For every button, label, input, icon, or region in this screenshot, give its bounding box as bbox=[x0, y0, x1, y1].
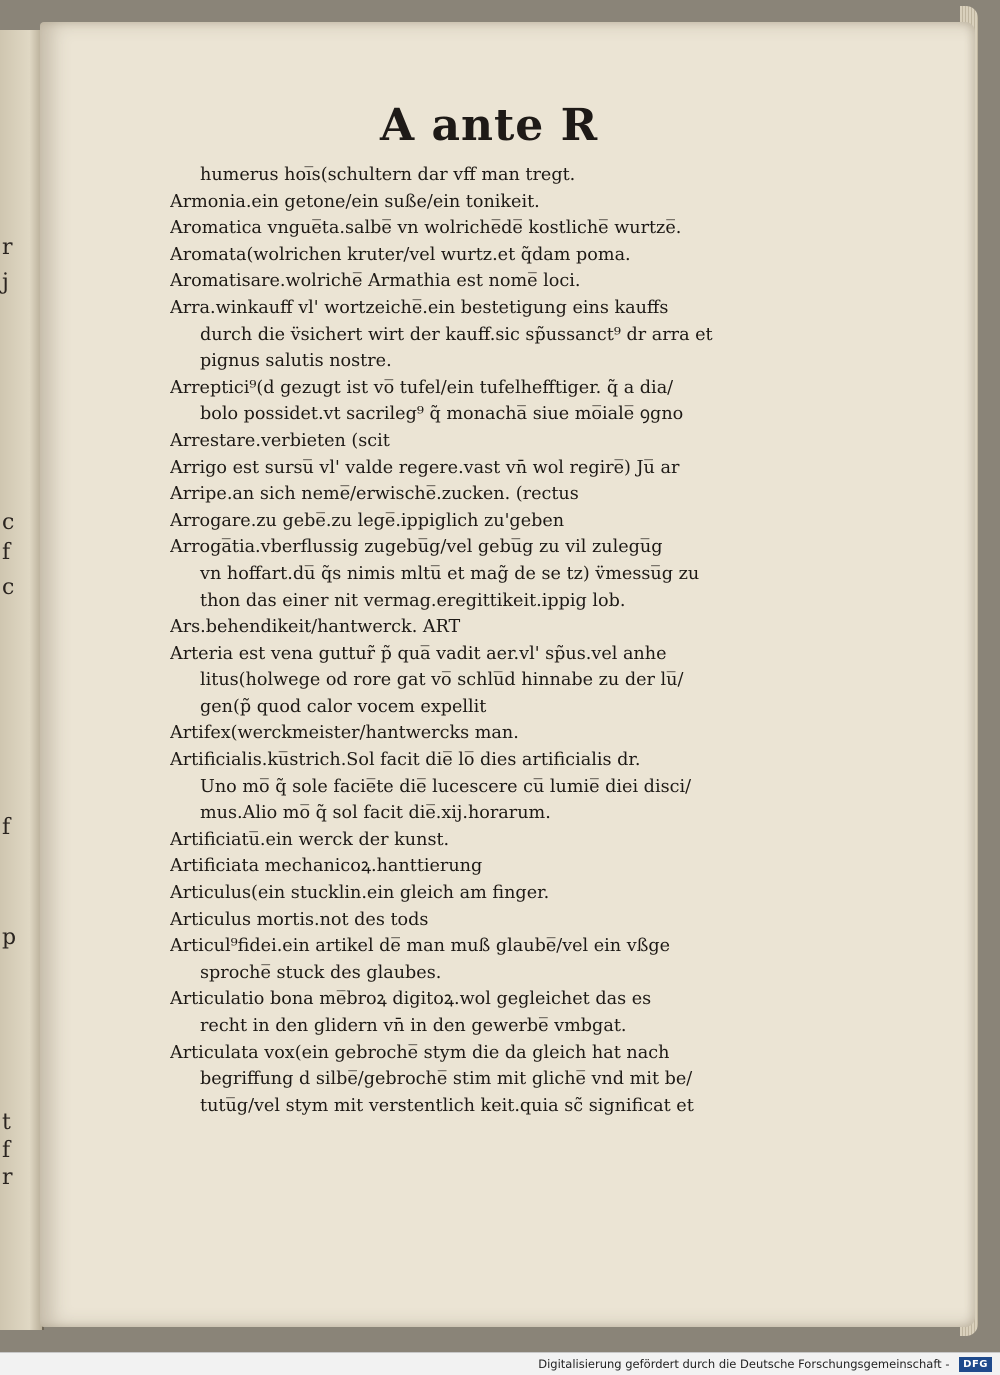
facing-page-fragment: t bbox=[2, 1110, 11, 1135]
text-line: Arreptici⁹(d gezugt ist vo̅ tufel/ein tufelhefftiger. q̃ a dia/ bbox=[170, 377, 674, 398]
text-line: durch die v̈sichert wirt der kauff.sic sp̃ussanct⁹ dr arra et bbox=[200, 324, 713, 345]
facing-page-fragment: r bbox=[2, 235, 13, 260]
dfg-logo: DFG bbox=[959, 1357, 992, 1372]
text-line: Ars.behendikeit/hantwerck. ART bbox=[170, 617, 461, 638]
text-line: Uno mo̅ q̃ sole facie̅te die̅ lucescere cu̅ lumie̅ diei disci/ bbox=[200, 776, 692, 797]
text-line: Artificiatu̅.ein werck der kunst. bbox=[170, 829, 450, 850]
facing-page-fragment: f bbox=[2, 1138, 11, 1163]
facing-page-fragment: f bbox=[2, 815, 11, 840]
text-line: Articulus mortis.not des tods bbox=[170, 909, 429, 930]
text-line: recht in den glidern vn̄ in den gewerbe̅ vmbgat. bbox=[200, 1016, 627, 1036]
text-line: Articulatio bona me̅broꝝ digitoꝝ.wol gegleichet das es bbox=[170, 989, 652, 1010]
text-line: sproche̅ stuck des glaubes. bbox=[200, 962, 442, 983]
page-heading: A ante R bbox=[380, 100, 599, 151]
facing-page-fragment: p bbox=[2, 925, 17, 950]
text-line: Aromatica vngue̅ta.salbe̅ vn wolriche̅de̅ kostliche̅ wurtze̅. bbox=[170, 218, 682, 239]
text-line: Arteria est vena guttur̃ p̃ qua̅ vadit aer.vl' sp̃us.vel anhe bbox=[170, 643, 667, 664]
text-line: litus(holwege od rore gat vo̅ schlu̅d hinnabe zu der lu̅/ bbox=[200, 670, 684, 691]
text-line: mus.Alio mo̅ q̃ sol facit die̅.xij.horarum. bbox=[200, 803, 551, 824]
facing-page-fragment: r bbox=[2, 1165, 13, 1190]
text-line: vn hoffart.du̅ q̃s nimis mltu̅ et mag̃ de se tz) v̈messu̅g zu bbox=[200, 563, 700, 584]
facing-page-fragment: j bbox=[2, 270, 9, 295]
text-line: begriffung d silbe̅/gebroche̅ stim mit gliche̅ vnd mit be/ bbox=[200, 1069, 693, 1090]
text-line: Arrestare.verbieten (scit bbox=[170, 430, 390, 451]
text-line: Articulus(ein stucklin.ein gleich am finger. bbox=[170, 883, 550, 904]
text-line: Arripe.an sich neme̅/erwische̅.zucken. (rectus bbox=[170, 484, 579, 505]
text-line: Arrigo est sursu̅ vl' valde regere.vast vn̄ wol regire̅) Ju̅ ar bbox=[170, 457, 680, 478]
facing-page-fragment: c bbox=[2, 575, 15, 600]
text-line: Arroga̅tia.vberflussig zugebu̅g/vel gebu̅g zu vil zulegu̅g bbox=[170, 537, 663, 558]
text-line: bolo possidet.vt sacrileg⁹ q̃ monacha̅ siue mo̅iale̅ ꝯgno bbox=[200, 404, 684, 425]
facing-page-fragment: c bbox=[2, 510, 15, 535]
text-line: thon das einer nit vermag.eregittikeit.ippig lob. bbox=[200, 590, 626, 611]
facing-page-edge bbox=[0, 30, 44, 1330]
text-line: Aromatisare.wolriche̅ Armathia est nome̅ loci. bbox=[170, 271, 581, 292]
text-line: gen(p̃ quod calor vocem expellit bbox=[200, 696, 487, 717]
text-line: humerus hoi̅s(schultern dar vff man tregt. bbox=[200, 165, 576, 185]
footer-bar bbox=[0, 1352, 1000, 1375]
text-line: Aromata(wolrichen kruter/vel wurtz.et q̃dam poma. bbox=[170, 244, 631, 265]
text-line: Artifex(werckmeister/hantwercks man. bbox=[170, 723, 519, 744]
footer-credit-text: Digitalisierung gefördert durch die Deutsche Forschungsgemeinschaft - bbox=[538, 1357, 950, 1371]
text-line: Arrogare.zu gebe̅.zu lege̅.ippiglich zu'geben bbox=[170, 510, 565, 531]
text-line: Armonia.ein getone/ein suße/ein tonikeit. bbox=[170, 191, 540, 212]
text-line: Articulata vox(ein gebroche̅ stym die da gleich hat nach bbox=[170, 1042, 670, 1063]
dictionary-text-block bbox=[170, 162, 800, 1119]
text-line: Articul⁹fidei.ein artikel de̅ man muß glaube̅/vel ein vßge bbox=[170, 936, 671, 957]
facing-page-fragment: f bbox=[2, 540, 11, 565]
text-line: Arra.winkauff vl' wortzeiche̅.ein bestetigung eins kauffs bbox=[170, 297, 669, 318]
text-line: pignus salutis nostre. bbox=[200, 351, 392, 372]
text-line: tutu̅g/vel stym mit verstentlich keit.quia sc̃ significat et bbox=[200, 1095, 694, 1116]
text-line: Artificiata mechanicoꝝ.hanttierung bbox=[170, 856, 483, 877]
text-line: Artificialis.ku̅strich.Sol facit die̅ lo̅ dies artificialis dr. bbox=[170, 750, 641, 771]
